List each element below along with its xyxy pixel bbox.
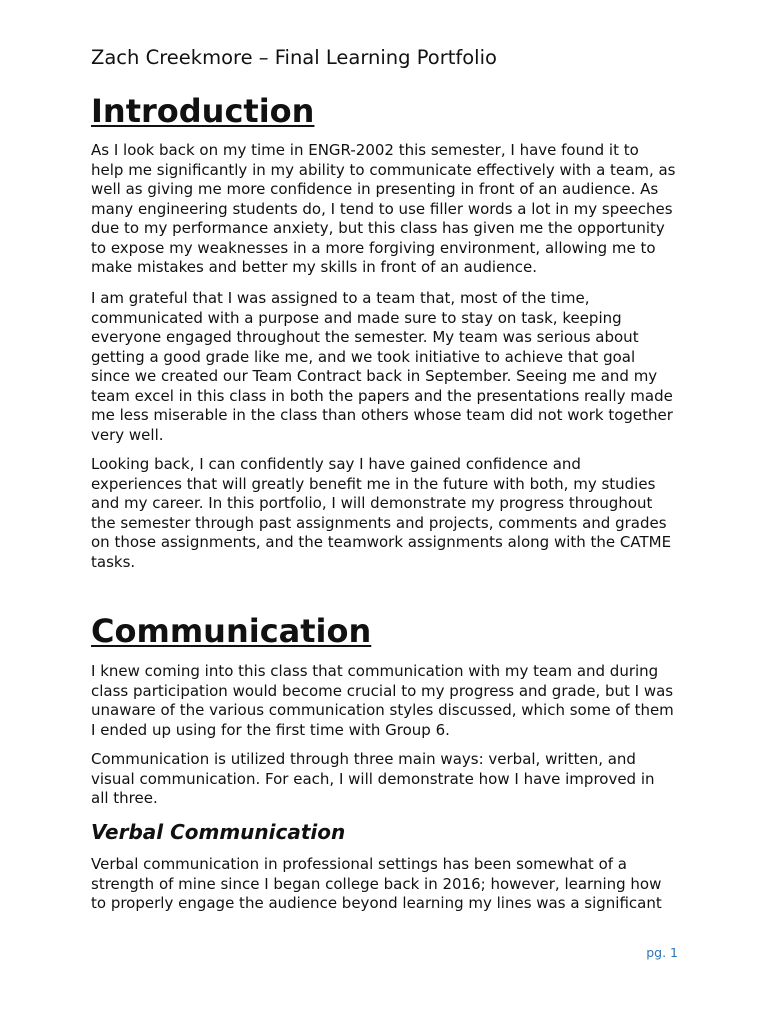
text-line: me less miserable in the class than others whose team did not work together — [91, 406, 673, 425]
text-line: team excel in this class in both the papers and the presentations really made — [91, 386, 673, 405]
text-line: Looking back, I can confidently say I have gained confidence and — [91, 455, 581, 473]
document-header: Zach Creekmore – Final Learning Portfolio — [91, 46, 497, 69]
intro-paragraph-1 — [91, 141, 681, 278]
text-line: everyone engaged throughout the semester. My team was serious about — [91, 328, 639, 347]
text-line: getting a good grade like me, and we took initiative to achieve that goal — [91, 347, 636, 366]
text-line: I ended up using for the first time with Group 6. — [91, 720, 450, 739]
text-line: strength of mine since I began college back in 2016; however, learning how — [91, 874, 662, 893]
communication-paragraph-1 — [91, 662, 681, 740]
text-line: unaware of the various communication styles discussed, which some of them — [91, 701, 674, 720]
intro-paragraph-2 — [91, 289, 681, 445]
intro-paragraph-3 — [91, 455, 681, 572]
text-line: tasks. — [91, 552, 136, 571]
text-line: Communication is utilized through three main ways: verbal, written, and — [91, 750, 636, 768]
introduction-heading: Introduction — [91, 92, 315, 130]
text-line: I am grateful that I was assigned to a team that, most of the time, — [91, 289, 590, 307]
text-line: since we created our Team Contract back in September. Seeing me and my — [91, 367, 658, 386]
text-line: on those assignments, and the teamwork assignments along with the CATME — [91, 533, 672, 552]
text-line: As I look back on my time in ENGR-2002 this semester, I have found it to — [91, 141, 639, 159]
text-line: many engineering students do, I tend to use filler words a lot in my speeches — [91, 199, 673, 218]
text-line: well as giving me more confidence in presenting in front of an audience. As — [91, 180, 659, 199]
text-line: make mistakes and better my skills in front of an audience. — [91, 258, 538, 277]
verbal-communication-heading: Verbal Communication — [91, 820, 346, 844]
text-line: Verbal communication in professional settings has been somewhat of a — [91, 855, 627, 873]
text-line: and my career. In this portfolio, I will demonstrate my progress throughout — [91, 494, 653, 513]
text-line: very well. — [91, 425, 164, 444]
verbal-communication-paragraph — [91, 855, 681, 914]
text-line: due to my performance anxiety, but this class has given me the opportunity — [91, 219, 665, 238]
text-line: help me significantly in my ability to communicate effectively with a team, as — [91, 160, 676, 179]
communication-heading: Communication — [91, 612, 372, 650]
text-line: experiences that will greatly benefit me in the future with both, my studies — [91, 474, 656, 493]
text-line: all three. — [91, 789, 158, 808]
text-line: visual communication. For each, I will demonstrate how I have improved in — [91, 769, 655, 788]
page-number: pg. 1 — [646, 945, 678, 960]
text-line: the semester through past assignments and projects, comments and grades — [91, 513, 667, 532]
text-line: to properly engage the audience beyond learning my lines was a significant — [91, 894, 662, 913]
text-line: I knew coming into this class that communication with my team and during — [91, 662, 659, 680]
communication-paragraph-2 — [91, 750, 681, 809]
text-line: communicated with a purpose and made sure to stay on task, keeping — [91, 308, 622, 327]
text-line: to expose my weaknesses in a more forgiving environment, allowing me to — [91, 238, 656, 257]
text-line: class participation would become crucial to my progress and grade, but I was — [91, 681, 674, 700]
